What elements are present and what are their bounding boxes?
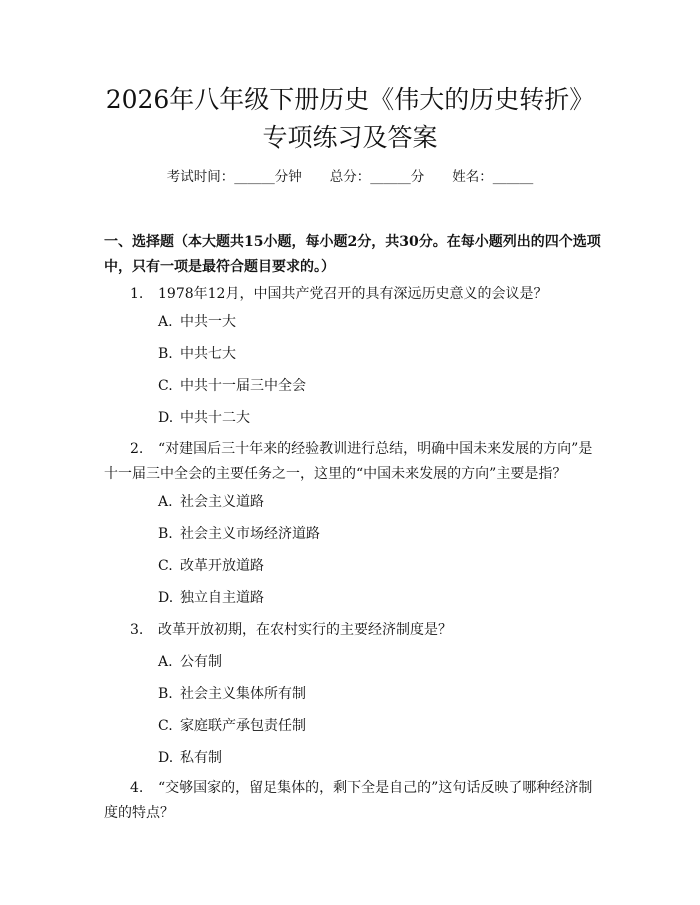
option-text: 中共十二大 (180, 410, 250, 426)
section-heading-multiple-choice: 一、选择题（本大题共15小题，每小题2分，共30分。在每小题列出的四个选项中，只有一项是最符合题目要求的。） (104, 234, 601, 275)
option-3c (158, 717, 598, 735)
question-stem: 改革开放初期，在农村实行的主要经济制度是？ (158, 622, 452, 638)
option-text: 改革开放道路 (180, 558, 264, 574)
question-number: 2. (130, 441, 144, 457)
option-letter: A. (158, 314, 173, 330)
option-letter: D. (158, 750, 174, 766)
option-1d (158, 409, 598, 427)
option-1b (158, 345, 598, 363)
question-3 (104, 618, 602, 643)
option-3b (158, 685, 598, 703)
option-3d (158, 749, 598, 767)
question-stem: “交够国家的，留足集体的，剩下全是自己的”这句话反映了哪种经济制度的特点？ (104, 780, 593, 821)
option-letter: C. (158, 378, 173, 394)
option-3a (158, 653, 598, 671)
page-title-line-1: 2026年八年级下册历史《伟大的历史转折》 (105, 85, 595, 114)
option-letter: C. (158, 718, 173, 734)
option-text: 社会主义道路 (180, 494, 264, 510)
option-letter: D. (158, 590, 174, 606)
option-letter: B. (158, 686, 173, 702)
option-text: 私有制 (180, 750, 222, 766)
option-text: 社会主义集体所有制 (180, 686, 306, 702)
option-letter: A. (158, 654, 173, 670)
option-text: 中共一大 (180, 314, 236, 330)
option-2b (158, 525, 598, 543)
exam-time-field: 考试时间：______分钟 (166, 169, 302, 185)
question-stem: “对建国后三十年来的经验教训进行总结，明确中国未来发展的方向”是十一届三中全会的主要任务之一，这里的“中国未来发展的方向”主要是指？ (104, 441, 593, 482)
option-letter: A. (158, 494, 173, 510)
exam-info-line (0, 168, 700, 186)
option-text: 社会主义市场经济道路 (180, 526, 320, 542)
option-letter: B. (158, 346, 173, 362)
page-title-line-2: 专项练习及答案 (262, 123, 438, 152)
option-letter: B. (158, 526, 173, 542)
student-name-field: 姓名：______ (452, 169, 534, 185)
option-2d (158, 589, 598, 607)
option-text: 独立自主道路 (180, 590, 264, 606)
option-text: 公有制 (180, 654, 222, 670)
question-stem: 1978年12月，中国共产党召开的具有深远历史意义的会议是？ (158, 286, 548, 302)
option-2c (158, 557, 598, 575)
option-1a (158, 313, 598, 331)
option-1c (158, 377, 598, 395)
total-score-field: 总分：______分 (329, 169, 425, 185)
question-number: 1. (130, 286, 144, 302)
option-text: 中共七大 (180, 346, 236, 362)
question-1 (104, 282, 602, 307)
option-text: 中共十一届三中全会 (180, 378, 306, 394)
option-text: 家庭联产承包责任制 (180, 718, 306, 734)
option-letter: C. (158, 558, 173, 574)
question-2 (104, 437, 602, 487)
option-2a (158, 493, 598, 511)
question-number: 3. (130, 622, 144, 638)
question-number: 4. (130, 780, 144, 796)
option-letter: D. (158, 410, 174, 426)
question-4 (104, 776, 602, 826)
